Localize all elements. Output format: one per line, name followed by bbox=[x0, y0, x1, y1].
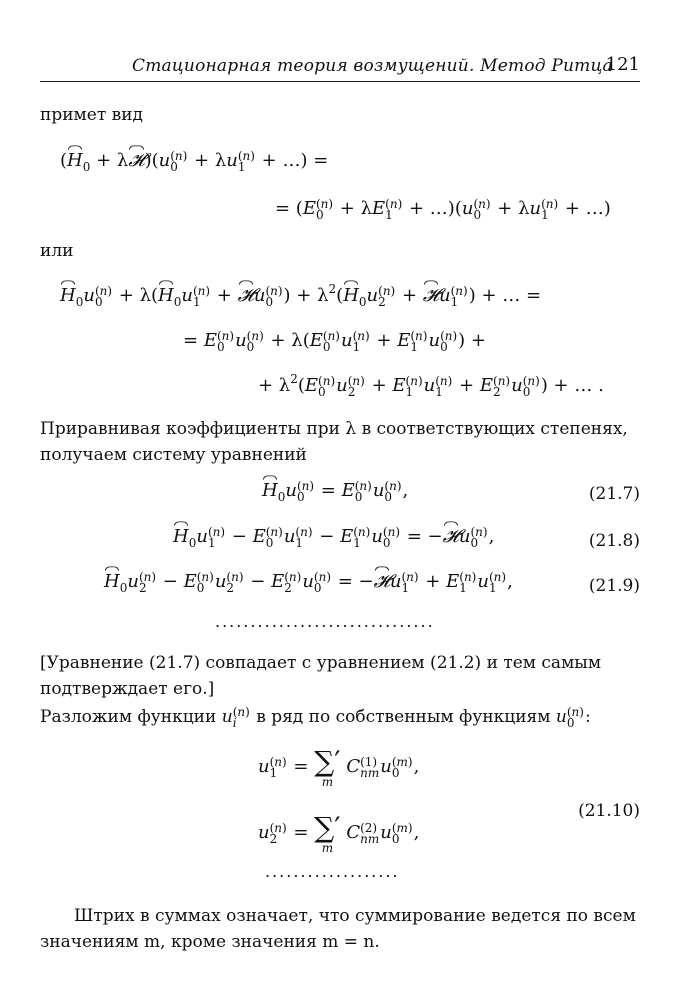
equation-expanded-3: + $\lambda^2(E$ (n) 0 u (n) 2 + E (n) 1 u (n) 1 + E (n) 2 u (n) 0 ) + … . bbox=[258, 372, 604, 399]
expand-middle: в ряд по собственным функциям bbox=[256, 707, 551, 727]
equation-line-1: ($H_0$ + λ𝓗)(u (n) 0 + λu (n) 1 + …) = bbox=[60, 149, 329, 174]
ellipsis-row-2: ................... bbox=[265, 862, 400, 881]
paragraph-equate: Приравнивая коэффициенты при λ в соответствующих степенях, получаем систему уравнений bbox=[40, 419, 628, 465]
equation-expanded-2: = E (n) 0 u (n) 0 + λ(E (n) 0 u (n) 1 + E (n) 1 u (n) 0 ) + bbox=[183, 329, 486, 354]
equation-21-9: $H_0u$ (n) 2 − E (n) 0 u (n) 2 − E (n) 2 u (n) 0 = −𝓗u (n) 1 + E (n) 1 u (n) 1 , bbox=[104, 570, 513, 595]
header-rule bbox=[40, 81, 640, 82]
equation-21-10-b: u (n) 2 = ∑′ m C (2) nm u (m) 0 , bbox=[258, 811, 420, 855]
equation-21-7: $H_0u$ (n) 0 = E (n) 0 u (n) 0 , bbox=[262, 479, 409, 504]
expand-prefix: Разложим функции bbox=[40, 707, 217, 727]
paragraph-or: или bbox=[40, 241, 74, 261]
paragraph-bracket-note: [Уравнение (21.7) совпадает с уравнением (21.2) и тем самым подтверждает его.] bbox=[40, 653, 602, 699]
equation-21-10-a: u (n) 1 = ∑′ m C (1) nm u (m) 0 , bbox=[258, 745, 420, 789]
paragraph-prime-note: Штрих в суммах означает, что суммирование ведется по всем значениям m, кроме значения m = n. bbox=[40, 906, 636, 952]
equation-number-21-10: (21.10) bbox=[578, 801, 640, 821]
running-head bbox=[40, 52, 640, 82]
paragraph-intro: примет вид bbox=[40, 105, 144, 125]
equation-number-21-8: (21.8) bbox=[588, 531, 640, 551]
ellipsis-row-1: ............................... bbox=[215, 612, 435, 631]
equation-line-2: = (E (n) 0 + λE (n) 1 + …)(u (n) 0 + λu (n) 1 + …) bbox=[275, 197, 611, 222]
equation-21-8: $H_0u$ (n) 1 − E (n) 0 u (n) 1 − E (n) 1 u (n) 0 = −𝓗u (n) 0 , bbox=[173, 525, 495, 550]
equation-number-21-7: (21.7) bbox=[588, 484, 640, 504]
equation-expanded-1: $H_0u$ (n) 0 + $\lambda(H_0u$ (n) 1 + 𝓗u (n) 0 ) + $\lambda^2(H_0u$ (n) 2 + 𝓗u (n) 1 ) + … = bbox=[60, 282, 542, 309]
paragraph-expand: Разложим функции u (n) i в ряд по собственным функциям u (n) 0 : bbox=[40, 705, 591, 730]
running-title: Стационарная теория возмущений. Метод Ритца bbox=[132, 56, 613, 76]
equation-number-21-9: (21.9) bbox=[588, 576, 640, 596]
page-number: 121 bbox=[605, 54, 640, 75]
